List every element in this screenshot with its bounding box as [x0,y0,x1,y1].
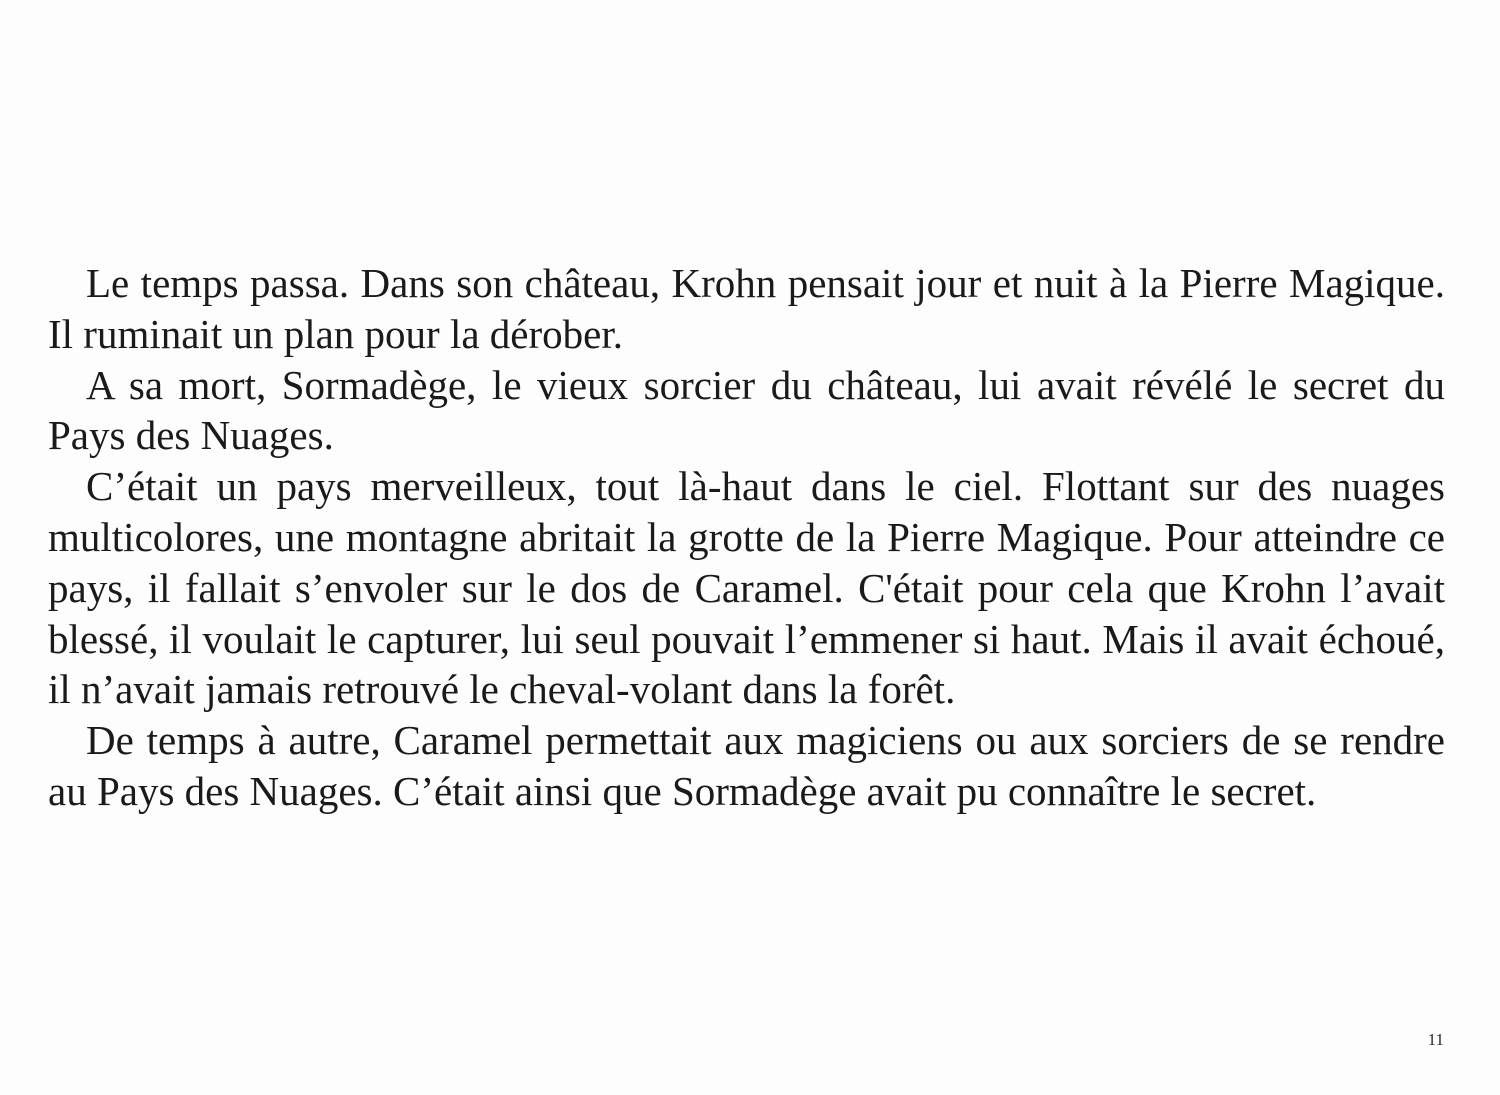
story-text [48,258,1445,817]
paragraph-4: De temps à autre, Caramel permettait aux magiciens ou aux sorciers de se rendre au Pays des Nuages. C’était ainsi que Sormadège avait pu connaître le secret. [48,717,1445,814]
page-number: 11 [1427,1030,1444,1049]
paragraph-2: A sa mort, Sormadège, le vieux sorcier du château, lui avait révélé le secret du Pays des Nuages. [48,361,1445,459]
paragraph-1: Le temps passa. Dans son château, Krohn pensait jour et nuit à la Pierre Magique. Il ruminait un plan pour la dérober. [48,260,1445,357]
paragraph-3: C’était un pays merveilleux, tout là-haut dans le ciel. Flottant sur des nuages multicolores, une montagne abritait la grotte de la Pierre Magique. Pour atteindre ce pays, il fallait s’envoler sur le dos de Caramel. C'était pour cela que Krohn l’avait blessé, il voulait le capturer, lui seul pouvait l’emmener si haut. Mais il avait échoué, il n’avait jamais retrouvé le cheval-volant dans la forêt. [48,463,1445,713]
